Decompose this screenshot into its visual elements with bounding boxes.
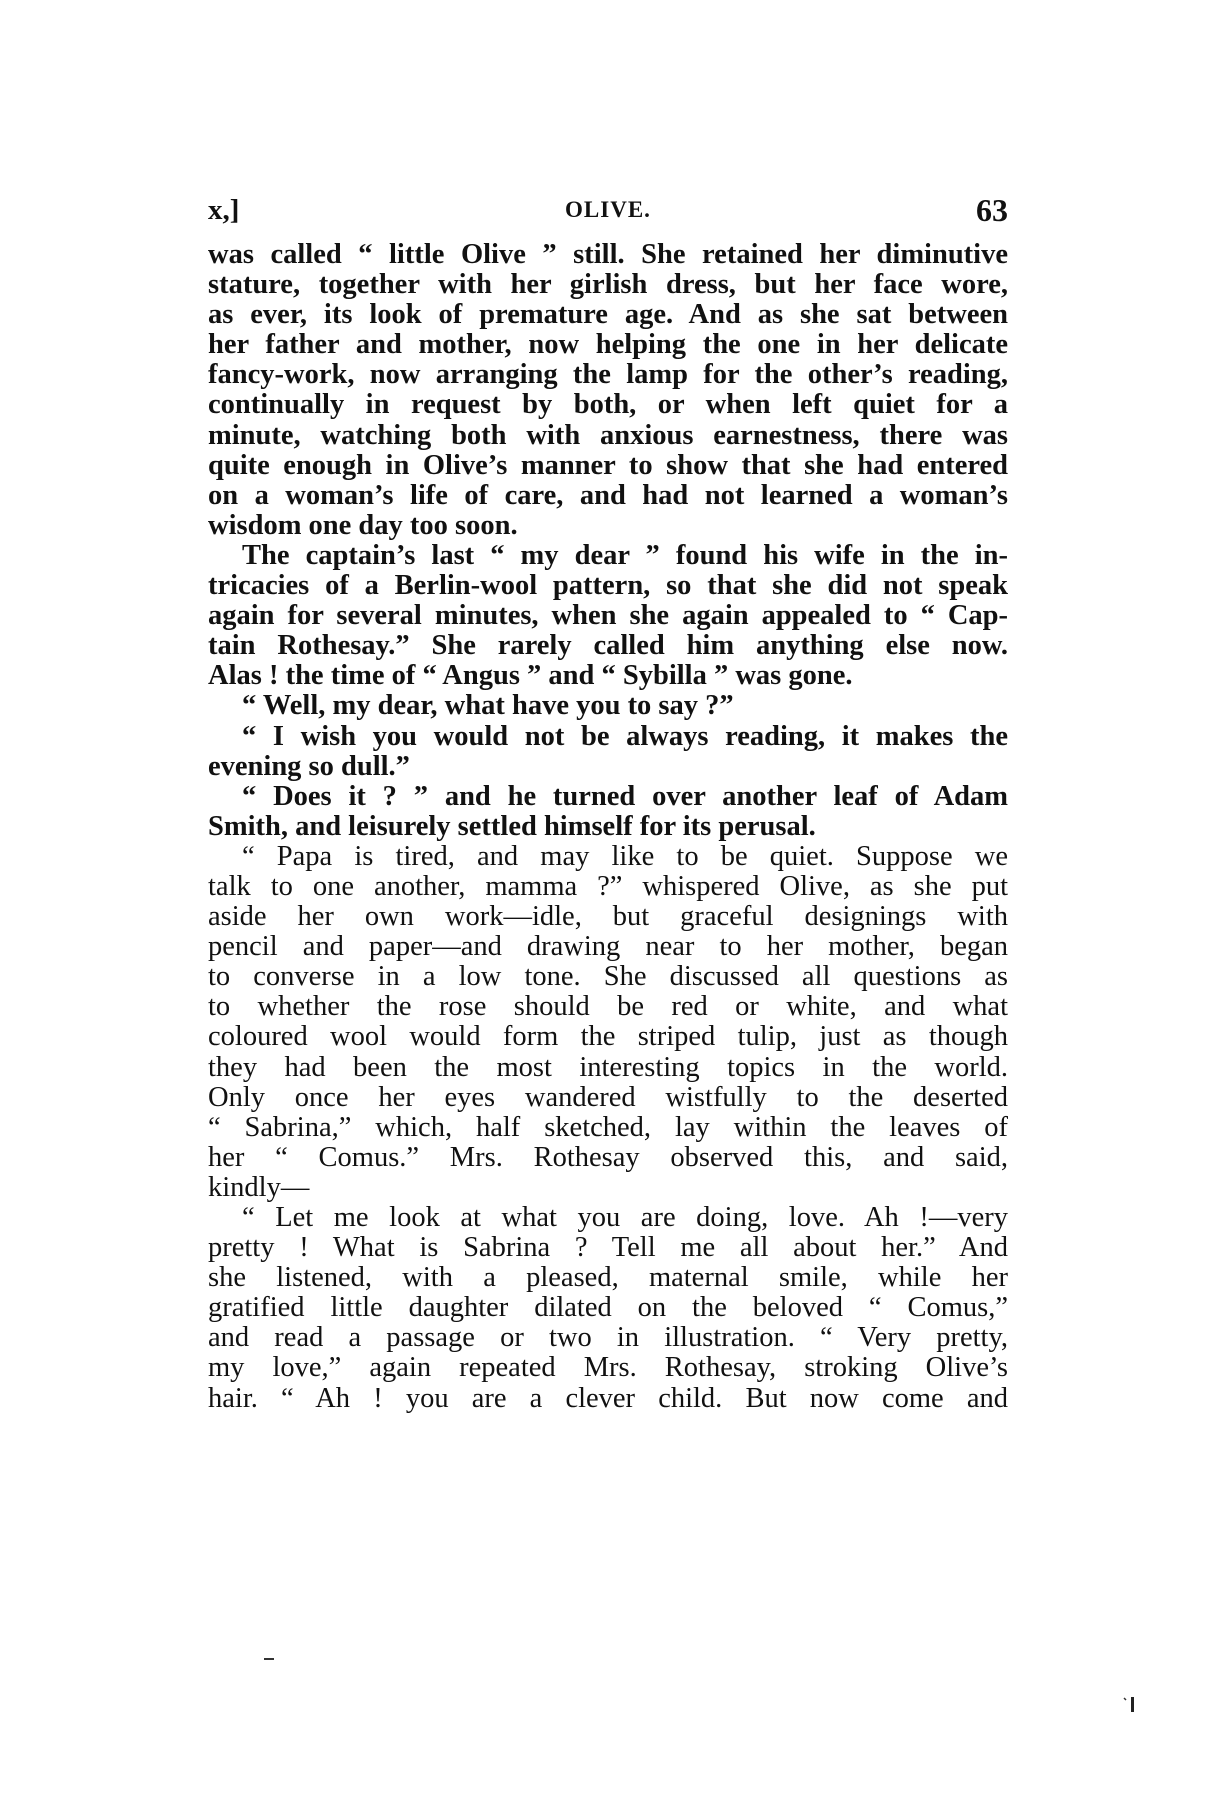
- chapter-marker: x,]: [208, 194, 240, 226]
- text-line: quite enough in Olive’s manner to show that she had entered: [208, 449, 1008, 481]
- text-line: coloured wool would form the striped tulip, just as though: [208, 1021, 1008, 1053]
- text-line: “ I wish you would not be always reading, it makes the: [242, 720, 1008, 752]
- scan-corner-mark: [1122, 1694, 1136, 1714]
- text-line: again for several minutes, when she again appealed to “ Cap-: [208, 600, 1008, 632]
- text-line: on a woman’s life of care, and had not learned a woman’s: [208, 479, 1008, 511]
- text-line: fancy-work, now arranging the lamp for the other’s reading,: [208, 359, 1008, 391]
- text-line: “ Well, my dear, what have you to say ?”: [242, 690, 734, 722]
- text-line: The captain’s last “ my dear ” found his wife in the in-: [242, 539, 1008, 571]
- text-line: hair. “ Ah ! you are a clever child. But now come and: [208, 1382, 1008, 1414]
- text-line: pencil and paper—and drawing near to her mother, began: [208, 931, 1008, 963]
- body-text: [208, 240, 1008, 1414]
- running-title: OLIVE.: [565, 197, 651, 222]
- text-line: wisdom one day too soon.: [208, 509, 518, 541]
- text-line: tricacies of a Berlin-wool pattern, so that she did not speak: [208, 570, 1008, 602]
- text-line: stature, together with her girlish dress, but her face wore,: [208, 269, 1008, 301]
- text-line: “ Sabrina,” which, half sketched, lay within the leaves of: [208, 1111, 1008, 1143]
- text-line: as ever, its look of premature age. And as she sat between: [208, 299, 1008, 331]
- scan-dash-mark: [264, 1658, 274, 1660]
- text-line: she listened, with a pleased, maternal smile, while her: [208, 1262, 1008, 1294]
- text-line: to converse in a low tone. She discussed all questions as: [208, 961, 1008, 993]
- text-line: her “ Comus.” Mrs. Rothesay observed this, and said,: [208, 1141, 1008, 1173]
- text-line: talk to one another, mamma ?” whispered Olive, as she put: [208, 870, 1008, 902]
- text-line: evening so dull.”: [208, 750, 410, 782]
- text-line: my love,” again repeated Mrs. Rothesay, stroking Olive’s: [208, 1352, 1008, 1384]
- text-line: “ Does it ? ” and he turned over another leaf of Adam: [242, 780, 1008, 812]
- text-line: and read a passage or two in illustration. “ Very pretty,: [208, 1322, 1008, 1354]
- text-line: Smith, and leisurely settled himself for its perusal.: [208, 810, 816, 842]
- running-head: [208, 190, 1008, 230]
- text-line: Only once her eyes wandered wistfully to the deserted: [208, 1081, 1008, 1113]
- text-line: “ Papa is tired, and may like to be quiet. Suppose we: [242, 840, 1008, 872]
- text-line: to whether the rose should be red or white, and what: [208, 991, 1008, 1023]
- text-line: tain Rothesay.” She rarely called him anything else now.: [208, 630, 1008, 662]
- text-line: continually in request by both, or when left quiet for a: [208, 389, 1008, 421]
- text-line: aside her own work—idle, but graceful designings with: [208, 901, 1008, 933]
- text-line: “ Let me look at what you are doing, love. Ah !—very: [242, 1202, 1008, 1233]
- text-line: pretty ! What is Sabrina ? Tell me all about her.” And: [208, 1232, 1008, 1264]
- text-line: minute, watching both with anxious earnestness, there was: [208, 419, 1008, 451]
- text-line: gratified little daughter dilated on the beloved “ Comus,”: [208, 1292, 1008, 1324]
- text-line: kindly—: [208, 1171, 310, 1203]
- text-line: Alas ! the time of “ Angus ” and “ Sybilla ” was gone.: [208, 660, 853, 692]
- text-line: was called “ little Olive ” still. She retained her diminutive: [208, 239, 1008, 270]
- text-line: they had been the most interesting topics in the world.: [208, 1051, 1008, 1083]
- text-line: her father and mother, now helping the one in her delicate: [208, 329, 1008, 361]
- page-number: 63: [976, 192, 1008, 228]
